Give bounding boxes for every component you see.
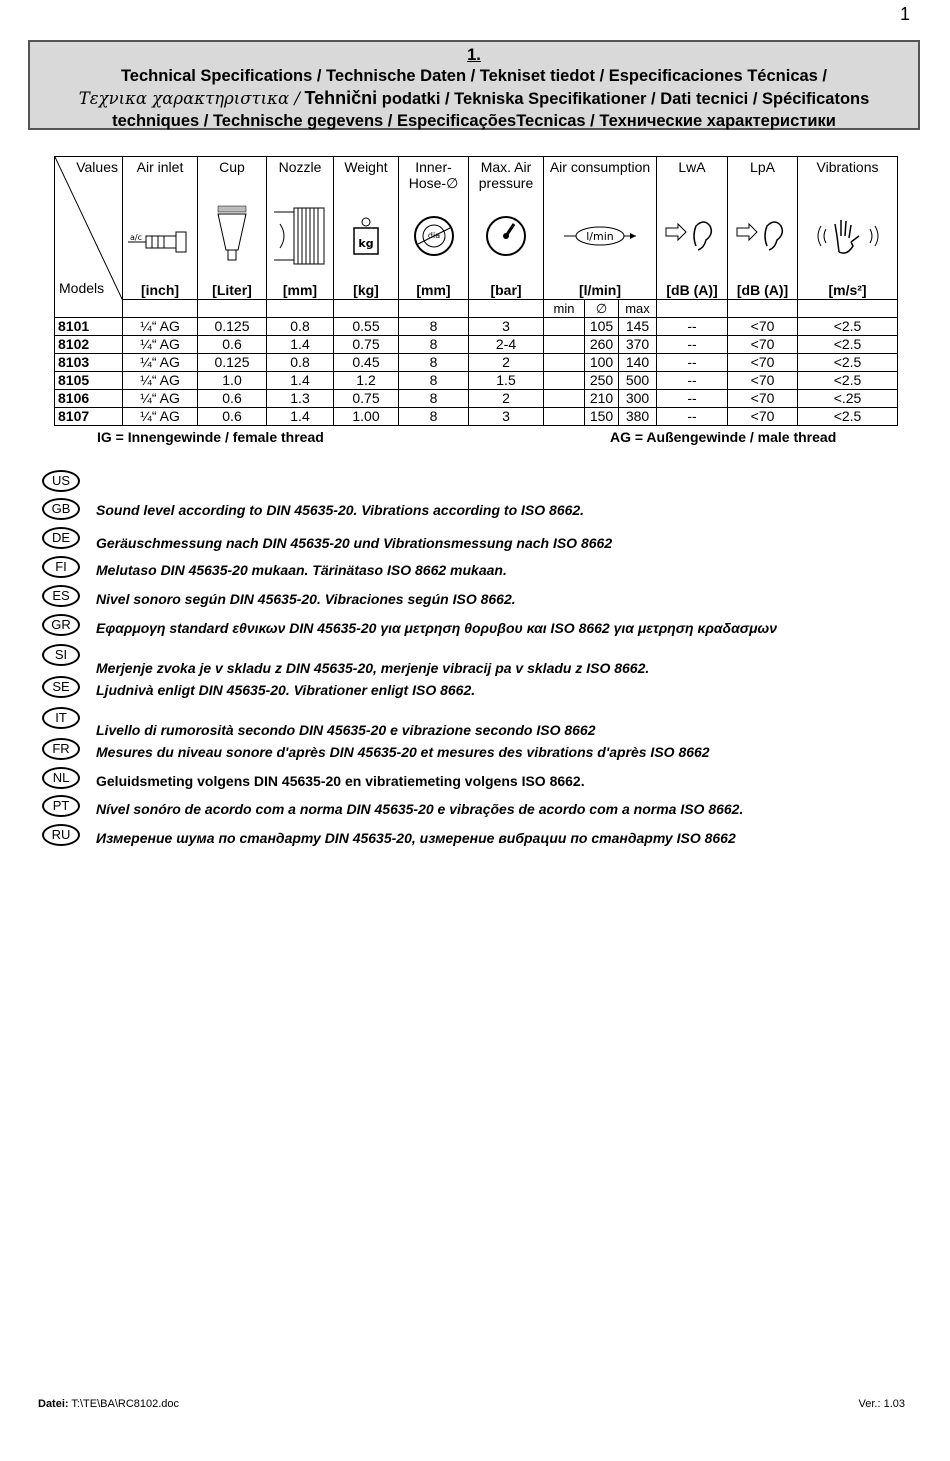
minmax-blank	[198, 300, 267, 318]
minmax-blank	[657, 300, 728, 318]
unit-nozzle: [mm]	[267, 281, 334, 300]
header-inner-hose: Inner-Hose-∅	[399, 157, 469, 196]
nozzle-icon	[267, 195, 334, 281]
cell-weight: 0.75	[334, 390, 399, 408]
cell-weight: 0.45	[334, 354, 399, 372]
cell-pressure: 2	[469, 354, 544, 372]
minmax-blank	[55, 300, 123, 318]
header-max-air-pressure: Max. Air pressure	[469, 157, 544, 196]
country-badge-us: US	[42, 470, 80, 492]
country-badge-fi: FI	[42, 556, 80, 578]
country-badge-se: SE	[42, 676, 80, 698]
minmax-blank	[123, 300, 198, 318]
minmax-blank	[469, 300, 544, 318]
cell-inlet: ¼“ AG	[123, 408, 198, 426]
cell-hose: 8	[399, 336, 469, 354]
models-label: Models	[59, 279, 105, 296]
language-text-se: Ljudnivà enligt DIN 45635-20. Vibrationer enligt ISO 8662.	[96, 682, 476, 698]
cell-inlet: ¼“ AG	[123, 354, 198, 372]
footer-file-label: Datei:	[38, 1398, 69, 1410]
cell-model: 8103	[55, 354, 123, 372]
language-text-nl: Geluidsmeting volgens DIN 45635-20 en vibratiemeting volgens ISO 8662.	[96, 773, 585, 789]
cell-hose: 8	[399, 318, 469, 336]
minmax-blank	[334, 300, 399, 318]
cell-nozzle: 1.4	[267, 336, 334, 354]
country-badge-gb: GB	[42, 498, 80, 520]
country-badge-gr: GR	[42, 614, 80, 636]
cell-lpa: <70	[728, 336, 798, 354]
cell-vib: <2.5	[798, 408, 898, 426]
consumption-max-label: max	[619, 300, 657, 318]
header-lwa: LwA	[657, 157, 728, 196]
cell-lpa: <70	[728, 408, 798, 426]
cell-model: 8105	[55, 372, 123, 390]
cell-c_max: 500	[619, 372, 657, 390]
cell-pressure: 1.5	[469, 372, 544, 390]
cell-hose: 8	[399, 408, 469, 426]
specifications-table	[54, 156, 898, 426]
hose-icon-label: dia	[427, 231, 440, 240]
consumption-min-label: min	[544, 300, 585, 318]
air-inlet-icon	[123, 195, 198, 281]
cell-c_avg: 250	[585, 372, 619, 390]
ig-note: IG = Innengewinde / female thread	[97, 429, 324, 445]
cell-pressure: 2	[469, 390, 544, 408]
cell-c_max: 370	[619, 336, 657, 354]
cell-c_min	[544, 390, 585, 408]
cell-c_max: 380	[619, 408, 657, 426]
header-cup: Cup	[198, 157, 267, 196]
header-weight: Weight	[334, 157, 399, 196]
cell-cup: 0.6	[198, 408, 267, 426]
cell-model: 8106	[55, 390, 123, 408]
consumption-avg-label: ∅	[585, 300, 619, 318]
cell-pressure: 2-4	[469, 336, 544, 354]
unit-air-inlet: [inch]	[123, 281, 198, 300]
cell-cup: 0.125	[198, 318, 267, 336]
cell-cup: 0.125	[198, 354, 267, 372]
minmax-blank	[798, 300, 898, 318]
ag-note: AG = Außengewinde / male thread	[610, 429, 837, 445]
footer-file	[38, 1398, 179, 1410]
language-text-gr: Εφαρμογη standard εθνικων DIN 45635-20 για μετρηση θορυβου και ISO 8662 για μετρηση κραδασμων	[96, 620, 777, 636]
hose-diameter-icon	[399, 195, 469, 281]
cell-weight: 1.00	[334, 408, 399, 426]
language-text-gb: Sound level according to DIN 45635-20. Vibrations according to ISO 8662.	[96, 502, 585, 518]
values-label: Values	[76, 159, 118, 175]
cell-nozzle: 1.4	[267, 408, 334, 426]
weight-icon	[334, 195, 399, 281]
country-badge-es: ES	[42, 585, 80, 607]
cell-weight: 1.2	[334, 372, 399, 390]
header-air-consumption: Air consumption	[544, 157, 657, 196]
unit-inner-hose: [mm]	[399, 281, 469, 300]
language-text-si: Merjenje zvoka je v skladu z DIN 45635-20, merjenje vibracij pa v skladu z ISO 8662.	[96, 660, 650, 676]
cell-c_avg: 150	[585, 408, 619, 426]
cell-lwa: --	[657, 390, 728, 408]
table-body	[55, 318, 898, 426]
title-line-3: techniques / Technische gegevens / EspecificaçõesTecnicas / Технические характеристики	[112, 112, 836, 130]
country-badge-nl: NL	[42, 767, 80, 789]
footer-version: Ver.: 1.03	[858, 1398, 905, 1410]
cell-lwa: --	[657, 408, 728, 426]
country-badge-it: IT	[42, 707, 80, 729]
weight-icon-label: kg	[358, 237, 374, 250]
cell-pressure: 3	[469, 318, 544, 336]
cell-c_avg: 210	[585, 390, 619, 408]
cell-lwa: --	[657, 336, 728, 354]
title-box	[28, 40, 920, 130]
unit-vibrations: [m/s²]	[798, 281, 898, 300]
sound-power-icon	[657, 195, 728, 281]
cell-c_avg: 105	[585, 318, 619, 336]
corner-cell	[55, 157, 123, 300]
vibration-icon	[798, 195, 898, 281]
minmax-blank	[728, 300, 798, 318]
table-row	[55, 354, 898, 372]
cell-c_min	[544, 372, 585, 390]
language-text-fr: Mesures du niveau sonore d'après DIN 45635-20 et mesures des vibrations d'après ISO 8662	[96, 744, 710, 760]
cell-model: 8107	[55, 408, 123, 426]
cell-c_min	[544, 408, 585, 426]
country-badge-de: DE	[42, 527, 80, 549]
unit-lpa: [dB (A)]	[728, 281, 798, 300]
cell-inlet: ¼“ AG	[123, 390, 198, 408]
cell-weight: 0.75	[334, 336, 399, 354]
cell-cup: 1.0	[198, 372, 267, 390]
language-text-pt: Nível sonóro de acordo com a norma DIN 45635-20 e vibrações de acordo com a norma ISO 8662.	[96, 801, 744, 817]
country-badge-si: SI	[42, 644, 80, 666]
cell-lpa: <70	[728, 390, 798, 408]
title-bold-word: Tehnični	[304, 88, 378, 108]
title-line-2	[30, 87, 918, 110]
cell-c_max: 300	[619, 390, 657, 408]
language-text-it: Livello di rumorosità secondo DIN 45635-20 e vibrazione secondo ISO 8662	[96, 722, 596, 738]
cell-inlet: ¼“ AG	[123, 336, 198, 354]
cell-vib: <.25	[798, 390, 898, 408]
cell-c_avg: 260	[585, 336, 619, 354]
title-line-1: Technical Specifications / Technische Daten / Tekniset tiedot / Especificaciones Técnicas /	[120, 67, 828, 85]
title-greek: Τεχνικα χαρακτηριστικα /	[78, 89, 300, 108]
cell-hose: 8	[399, 354, 469, 372]
minmax-blank	[399, 300, 469, 318]
table-row	[55, 390, 898, 408]
cell-vib: <2.5	[798, 372, 898, 390]
cell-pressure: 3	[469, 408, 544, 426]
cell-lpa: <70	[728, 372, 798, 390]
cell-lwa: --	[657, 318, 728, 336]
sound-pressure-icon	[728, 195, 798, 281]
cell-cup: 0.6	[198, 390, 267, 408]
table-row	[55, 318, 898, 336]
cell-lpa: <70	[728, 318, 798, 336]
header-nozzle: Nozzle	[267, 157, 334, 196]
unit-lwa: [dB (A)]	[657, 281, 728, 300]
cell-model: 8101	[55, 318, 123, 336]
cell-model: 8102	[55, 336, 123, 354]
page-number: 1	[899, 4, 910, 24]
section-number: 1.	[467, 46, 481, 64]
language-text-fi: Melutaso DIN 45635-20 mukaan. Tärinätaso ISO 8662 mukaan.	[96, 562, 507, 578]
cell-vib: <2.5	[798, 336, 898, 354]
cell-c_avg: 100	[585, 354, 619, 372]
pressure-gauge-icon	[469, 195, 544, 281]
cell-nozzle: 0.8	[267, 318, 334, 336]
unit-cup: [Liter]	[198, 281, 267, 300]
country-badge-fr: FR	[42, 738, 80, 760]
cell-c_min	[544, 318, 585, 336]
cell-nozzle: 1.4	[267, 372, 334, 390]
consumption-icon-label: l/min	[586, 230, 614, 243]
unit-pressure: [bar]	[469, 281, 544, 300]
cell-nozzle: 1.3	[267, 390, 334, 408]
table-row	[55, 336, 898, 354]
cell-weight: 0.55	[334, 318, 399, 336]
cell-c_min	[544, 336, 585, 354]
air-inlet-icon-label: a/c	[130, 233, 142, 242]
cell-vib: <2.5	[798, 354, 898, 372]
cell-hose: 8	[399, 390, 469, 408]
minmax-blank	[267, 300, 334, 318]
cell-c_min	[544, 354, 585, 372]
country-badge-ru: RU	[42, 824, 80, 846]
cell-cup: 0.6	[198, 336, 267, 354]
table-row	[55, 372, 898, 390]
cup-icon	[198, 195, 267, 281]
air-consumption-icon	[544, 195, 657, 281]
cell-inlet: ¼“ AG	[123, 372, 198, 390]
cell-nozzle: 0.8	[267, 354, 334, 372]
unit-air-consumption: [l/min]	[544, 281, 657, 300]
cell-hose: 8	[399, 372, 469, 390]
cell-vib: <2.5	[798, 318, 898, 336]
language-text-es: Nivel sonoro según DIN 45635-20. Vibraciones según ISO 8662.	[96, 591, 516, 607]
language-text-ru: Измерение шума по стандарту DIN 45635-20, измерение вибрации по стандарту ISO 8662	[96, 830, 736, 846]
cell-c_max: 140	[619, 354, 657, 372]
cell-c_max: 145	[619, 318, 657, 336]
header-air-inlet: Air inlet	[123, 157, 198, 196]
country-badge-pt: PT	[42, 795, 80, 817]
table-row	[55, 408, 898, 426]
cell-lpa: <70	[728, 354, 798, 372]
cell-lwa: --	[657, 354, 728, 372]
footer-file-path: T:\TE\BA\RC8102.doc	[71, 1398, 180, 1410]
title-line-2-rest: podatki / Tekniska Specifikationer / Dati tecnici / Spécificatons	[381, 90, 870, 108]
language-text-de: Geräuschmessung nach DIN 45635-20 und Vibrationsmessung nach ISO 8662	[96, 535, 613, 551]
header-vibrations: Vibrations	[798, 157, 898, 196]
cell-inlet: ¼“ AG	[123, 318, 198, 336]
cell-lwa: --	[657, 372, 728, 390]
unit-weight: [kg]	[334, 281, 399, 300]
header-lpa: LpA	[728, 157, 798, 196]
